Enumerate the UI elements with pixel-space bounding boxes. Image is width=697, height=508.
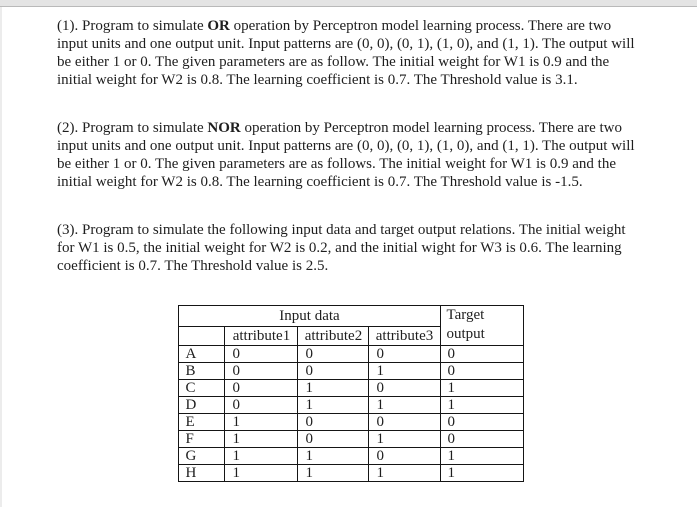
value-cell: 0 (369, 346, 440, 363)
paragraph-2-text-rest: operation by Perceptron model learning process. There are two input units and one output unit. Input patterns are (0, 0), (0, 1), (1, 0), and (1, 1). The output will be either 1 or 0. The given parameters are as follows. The initial weight for W1 is 0.9 and the initial weight for W2 is 0.8. The learning coefficient is 0.7. The Threshold value is -1.5. (57, 120, 635, 190)
assignment-paragraph-3 (57, 221, 645, 275)
value-cell: 1 (369, 465, 440, 482)
input-output-table (178, 305, 523, 482)
value-cell: 0 (298, 431, 369, 448)
value-cell: 1 (225, 448, 298, 465)
table-header-attribute2: attribute2 (298, 327, 369, 346)
assignment-paragraph-1 (57, 17, 645, 89)
value-cell: 0 (369, 448, 440, 465)
value-cell: 0 (298, 346, 369, 363)
value-cell: 1 (440, 448, 523, 465)
value-cell: 1 (298, 448, 369, 465)
value-cell: 1 (440, 380, 523, 397)
bold-operation-or: OR (207, 18, 230, 34)
table-header-attribute3: attribute3 (369, 327, 440, 346)
assignment-paragraph-2 (57, 119, 645, 191)
value-cell: 0 (225, 380, 298, 397)
value-cell: 1 (298, 397, 369, 414)
value-cell: 0 (298, 363, 369, 380)
value-cell: 1 (298, 380, 369, 397)
value-cell: 0 (440, 363, 523, 380)
value-cell: 1 (298, 465, 369, 482)
value-cell: 0 (298, 414, 369, 431)
paragraph-2-text-start: (2). Program to simulate (57, 120, 208, 136)
table-row-c (179, 380, 523, 397)
table-row-f (179, 431, 523, 448)
table-header-target-output: Target output (440, 306, 523, 346)
row-label-cell: A (179, 346, 225, 363)
row-label-cell: B (179, 363, 225, 380)
table-row-e (179, 414, 523, 431)
value-cell: 0 (225, 363, 298, 380)
row-label-cell: H (179, 465, 225, 482)
document-content (2, 7, 697, 482)
value-cell: 0 (369, 380, 440, 397)
table-header-row-1 (179, 306, 523, 327)
table-header-empty-cell (179, 327, 225, 346)
value-cell: 0 (369, 414, 440, 431)
value-cell: 0 (440, 346, 523, 363)
table-header-attribute1: attribute1 (225, 327, 298, 346)
row-label-cell: F (179, 431, 225, 448)
value-cell: 1 (440, 397, 523, 414)
value-cell: 0 (440, 431, 523, 448)
document-page (0, 7, 697, 507)
table-row-g (179, 448, 523, 465)
value-cell: 1 (369, 431, 440, 448)
table-header-input-data: Input data (179, 306, 440, 327)
table-row-h (179, 465, 523, 482)
paragraph-3-text: (3). Program to simulate the following input data and target output relations. The initial weight for W1 is 0.5, the initial weight for W2 is 0.2, and the initial wight for W3 is 0.6. The learning coefficient is 0.7. The Threshold value is 2.5. (57, 222, 626, 274)
value-cell: 1 (225, 414, 298, 431)
table-row-d (179, 397, 523, 414)
row-label-cell: E (179, 414, 225, 431)
bold-operation-nor: NOR (207, 120, 241, 136)
value-cell: 0 (225, 397, 298, 414)
table-row-a (179, 346, 523, 363)
value-cell: 1 (369, 363, 440, 380)
value-cell: 0 (440, 414, 523, 431)
value-cell: 1 (225, 465, 298, 482)
row-label-cell: D (179, 397, 225, 414)
row-label-cell: G (179, 448, 225, 465)
paragraph-1-text-start: (1). Program to simulate (57, 18, 208, 34)
value-cell: 1 (369, 397, 440, 414)
value-cell: 0 (225, 346, 298, 363)
paragraph-1-text-rest: operation by Perceptron model learning process. There are two input units and one output unit. Input patterns are (0, 0), (0, 1), (1, 0), and (1, 1). The output will be either 1 or 0. The given parameters are as follow. The initial weight for W1 is 0.9 and the initial weight for W2 is 0.8. The learning coefficient is 0.7. The Threshold value is 3.1. (57, 18, 635, 88)
value-cell: 1 (225, 431, 298, 448)
table-row-b (179, 363, 523, 380)
window-top-edge (0, 0, 697, 7)
row-label-cell: C (179, 380, 225, 397)
value-cell: 1 (440, 465, 523, 482)
